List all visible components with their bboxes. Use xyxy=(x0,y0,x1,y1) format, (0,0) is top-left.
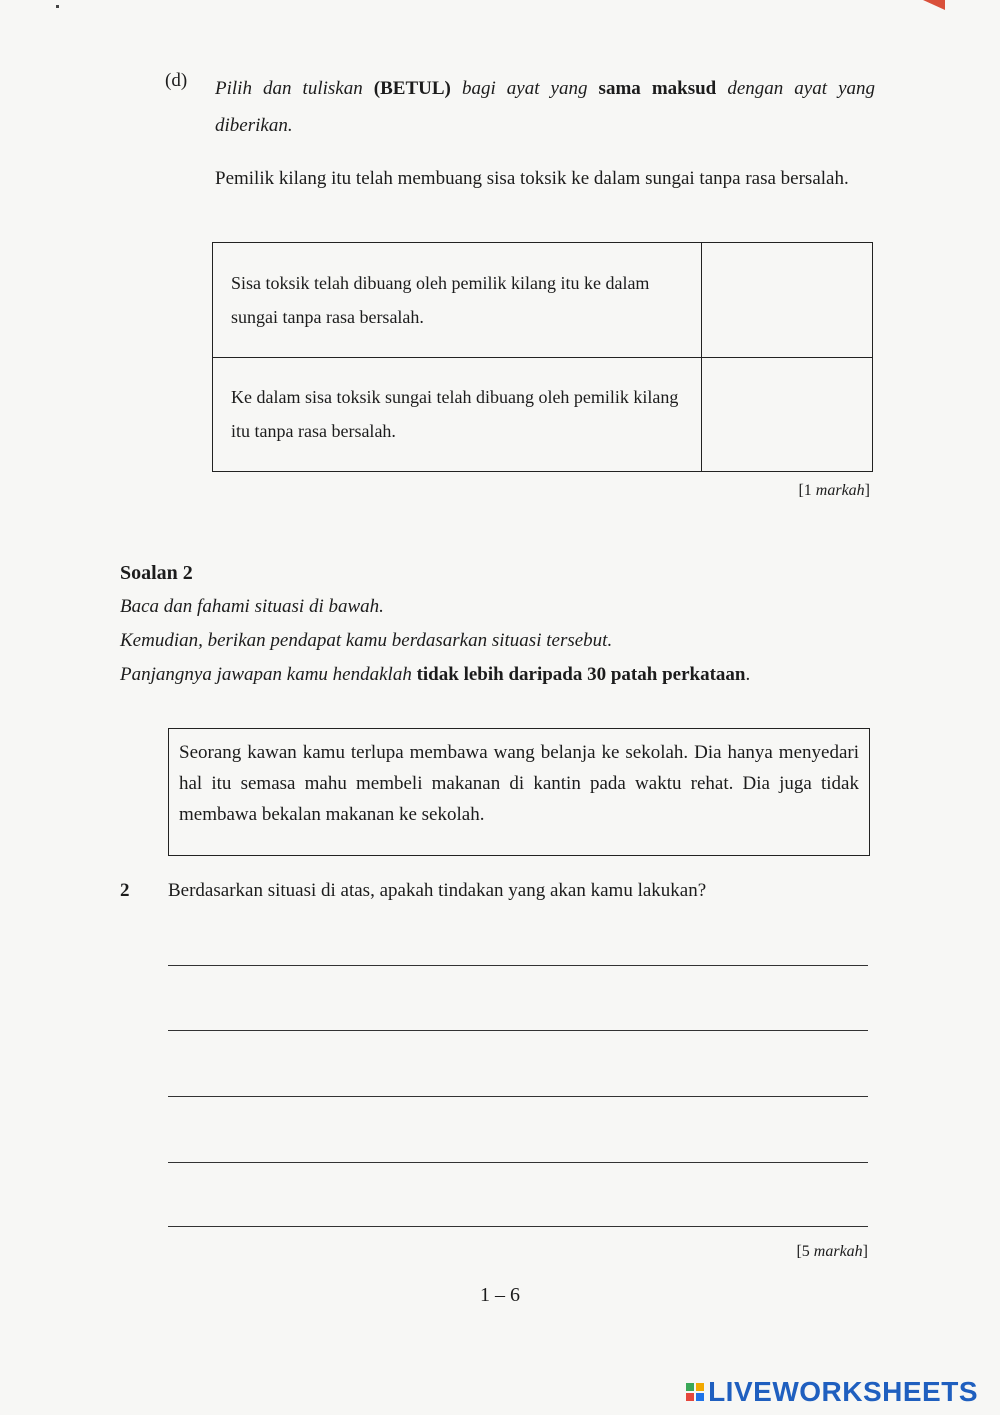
logo-square xyxy=(696,1383,704,1391)
marks-word: markah xyxy=(813,1243,863,1260)
marks-number: [5 xyxy=(796,1243,810,1260)
instr-bold-betul: (BETUL) xyxy=(373,78,451,99)
answer-line[interactable] xyxy=(168,1096,868,1097)
instr-text: Pilih dan tuliskan xyxy=(215,78,363,99)
marks-bracket: ] xyxy=(862,1243,868,1260)
instr-text: bagi ayat yang xyxy=(461,78,588,99)
instr-bold-word-limit: tidak lebih daripada 30 patah perkataan xyxy=(416,664,746,685)
instruction-line xyxy=(120,664,750,686)
question-title: Soalan 2 xyxy=(120,562,193,584)
instruction-line: Kemudian, berikan pendapat kamu berdasarkan situasi tersebut. xyxy=(120,630,613,651)
choice-text: Ke dalam sisa toksik sungai telah dibuang oleh pemilik kilang itu tanpa rasa bersalah. xyxy=(213,357,702,472)
marks-bracket: ] xyxy=(864,482,870,499)
part-d-label: (d) xyxy=(165,70,188,91)
instr-period: . xyxy=(745,664,751,685)
instruction-line: Baca dan fahami situasi di bawah. xyxy=(120,596,384,617)
instr-text: Panjangnya jawapan kamu hendaklah xyxy=(120,664,412,685)
instr-text: dengan ayat yang diberikan. xyxy=(215,78,876,136)
choice-table xyxy=(212,242,873,472)
scan-speck xyxy=(56,5,59,8)
marks-number: [1 xyxy=(798,482,812,499)
logo-square xyxy=(696,1393,704,1401)
page-number: 1 – 6 xyxy=(480,1284,520,1306)
situation-box: Seorang kawan kamu terlupa membawa wang belanja ke sekolah. Dia hanya menyedari hal itu semasa mahu membeli makanan di kantin pada waktu rehat. Dia juga tidak membawa bekalan makanan ke sekolah. xyxy=(168,728,870,856)
brand-name: LIVEWORKSHEETS xyxy=(708,1376,978,1407)
answer-cell[interactable] xyxy=(702,357,873,472)
answer-line[interactable] xyxy=(168,1162,868,1163)
marks-label xyxy=(796,1243,868,1261)
answer-line[interactable] xyxy=(168,1226,868,1227)
liveworksheets-brand xyxy=(686,1372,978,1412)
marks-word: markah xyxy=(815,482,865,499)
logo-square xyxy=(686,1393,694,1401)
choice-row xyxy=(213,357,873,472)
choice-row xyxy=(213,243,873,358)
corner-tab-mark xyxy=(923,0,945,10)
answer-cell[interactable] xyxy=(702,243,873,358)
choice-text: Sisa toksik telah dibuang oleh pemilik kilang itu ke dalam sungai tanpa rasa bersalah. xyxy=(213,243,702,358)
question-number: 2 xyxy=(120,880,130,901)
logo-square xyxy=(686,1383,694,1391)
part-d-instruction xyxy=(215,70,875,144)
given-sentence: Pemilik kilang itu telah membuang sisa toksik ke dalam sungai tanpa rasa bersalah. xyxy=(215,168,849,189)
answer-line[interactable] xyxy=(168,965,868,966)
marks-label xyxy=(798,482,870,500)
instr-bold-sama-maksud: sama maksud xyxy=(598,78,717,99)
brand-logo-icon xyxy=(686,1383,704,1401)
question-text: Berdasarkan situasi di atas, apakah tindakan yang akan kamu lakukan? xyxy=(168,880,707,901)
answer-line[interactable] xyxy=(168,1030,868,1031)
